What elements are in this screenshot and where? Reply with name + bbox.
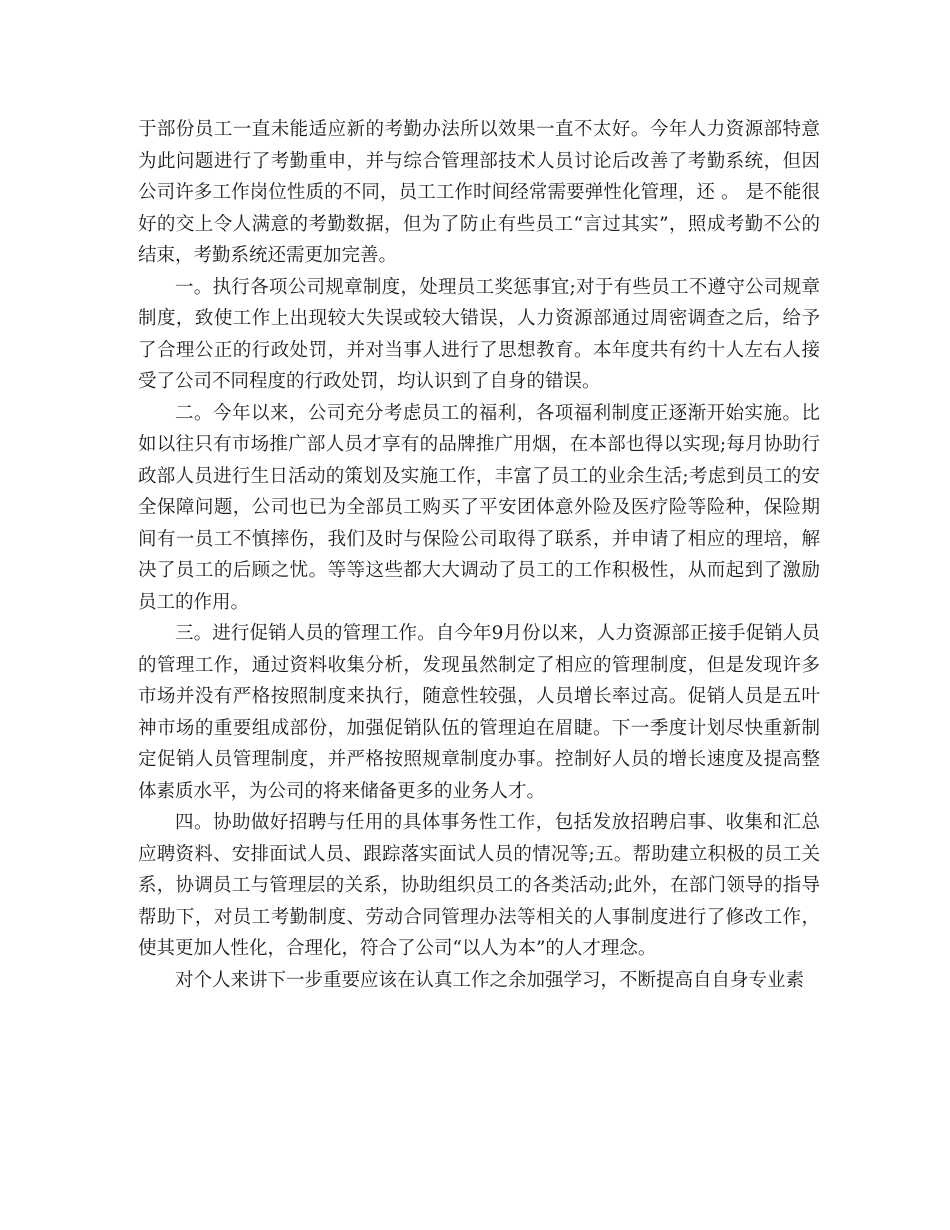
paragraph-item-three: 三。进行促销人员的管理工作。自今年9月份以来，人力资源部正接手促销人员的管理工作，通过资料收集分析，发现虽然制定了相应的管理制度，但是发现许多市场并没有严格按照制度来执行，随意性较强，人员增长率过高。促销人员是五叶神市场的重要组成部份，加强促销队伍的管理迫在眉睫。下一季度计划尽快重新制定促销人员管理制度，并严格按照规章制度办事。控制好人员的增长速度及提高整体素质水平，为公司的将来储备更多的业务人才。 [138,623,820,802]
paragraph-personal-plan: 对个人来讲下一步重要应该在认真工作之余加强学习，不断提高自自身专业素 [175,969,805,991]
paragraph-item-one: 一。执行各项公司规章制度，处理员工奖惩事宜;对于有些员工不遵守公司规章制度，致使工作上出现较大失误或较大错误，人力资源部通过周密调查之后，给予了合理公正的行政处罚，并对当事人进行了思想教育。本年度共有约十人左右人接受了公司不同程度的行政处罚，均认识到了自身的错误。 [138,276,820,392]
paragraph-item-four-five: 四。协助做好招聘与任用的具体事务性工作，包括发放招聘启事、收集和汇总应聘资料、安排面试人员、跟踪落实面试人员的情况等;五。帮助建立积极的员工关系，协调员工与管理层的关系，协助组织员工的各类活动;此外，在部门领导的指导帮助下，对员工考勤制度、劳动合同管理办法等相关的人事制度进行了修改工作，使其更加人性化，合理化，符合了公司“以人为本”的人才理念。 [138,812,820,959]
paragraph-item-two: 二。今年以来，公司充分考虑员工的福利，各项福利制度正逐渐开始实施。比如以往只有市场推广部人员才享有的品牌推广用烟，在本部也得以实现;每月协助行政部人员进行生日活动的策划及实施工作，丰富了员工的业余生活;考虑到员工的安全保障问题，公司也已为全部员工购买了平安团体意外险及医疗险等险种，保险期间有一员工不慎摔伤，我们及时与保险公司取得了联系，并申请了相应的理培，解决了员工的后顾之忧。等等这些都大大调动了员工的工作积极性，从而起到了激励员工的作用。 [138,402,820,613]
paragraph-attendance-continued: 于部份员工一直未能适应新的考勤办法所以效果一直不太好。今年人力资源部特意为此问题进行了考勤重申，并与综合管理部技术人员讨论后改善了考勤系统，但因公司许多工作岗位性质的不同，员工工作时间经常需要弹性化管理，还 。 是不能很好的交上令人满意的考勤数据，但为了防止有些员工“言过其实”，照成考勤不公的结束，考勤系统还需更加完善。 [138,119,820,266]
document-body [138,114,820,996]
